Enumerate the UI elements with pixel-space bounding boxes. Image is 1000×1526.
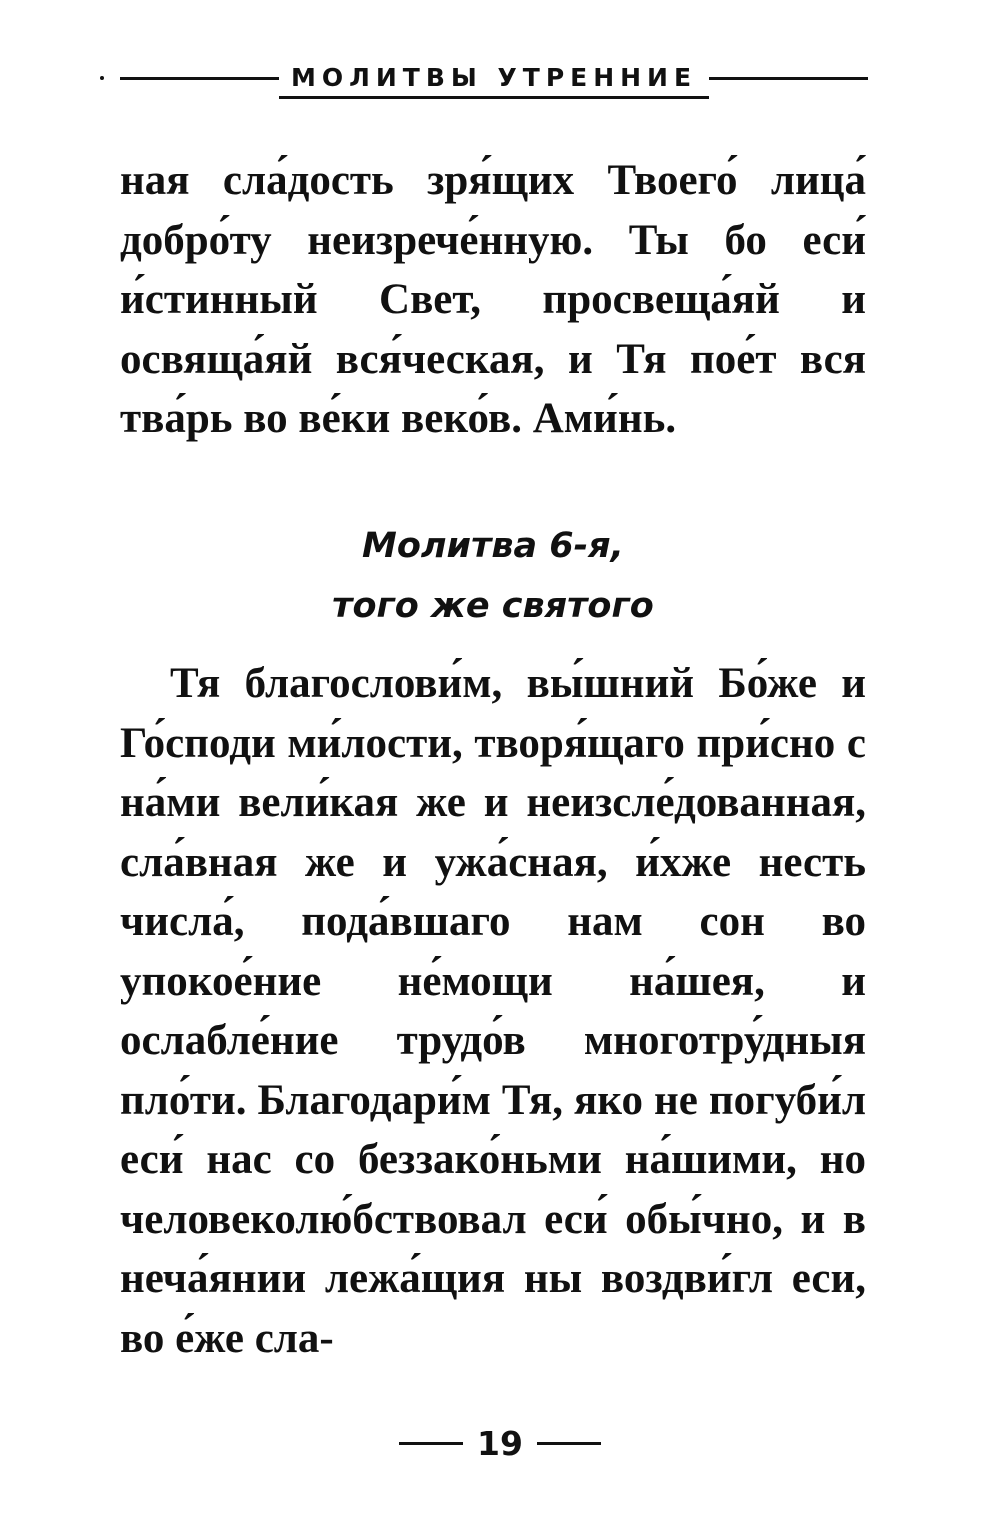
footer-rule-right xyxy=(537,1442,601,1445)
prayer-heading xyxy=(120,516,866,636)
page-number: 19 xyxy=(477,1424,523,1463)
prayer-paragraph: Тя благослови́м, вы́шний Бо́же и Го́споди ми́лости, творя́щаго при́сно с на́ми вели́кая же и неизсле́дованная, сла́вная же и ужа́сная, и́хже несть числа́, пода́вшаго нам сон во упокое́ние не́мощи на́шея, и ослабле́ние трудо́в многотру́дныя пло́ти. Благодари́м Тя, яко не погуби́л еси́ нас со беззако́ньми на́шими, но человеколю́бствовал еси́ обы́чно, и в неча́янии лежа́щия ны воздви́гл еси, во е́же сла- xyxy=(120,660,866,1362)
running-header-title: МОЛИТВЫ УТРЕННИЕ xyxy=(279,63,709,99)
header-rule-left xyxy=(120,77,279,80)
continuation-paragraph: ная сла́дость зря́щих Твоего́ лица́ добро́ту неизрече́нную. Ты бо еси́ и́стинный Свет, просвеща́яй и освяща́яй вся́ческая, и Тя пое́т вся тва́рь во ве́ки веко́в. Ами́нь. xyxy=(120,157,866,442)
prayer-heading-subtitle: того же святого xyxy=(332,586,654,626)
header-rule-right xyxy=(709,77,868,80)
page-speck xyxy=(100,76,104,80)
prayer-heading-title: Молитва 6-я, xyxy=(362,526,624,566)
page-footer xyxy=(0,1424,1000,1463)
running-header xyxy=(120,58,868,98)
footer-rule-left xyxy=(399,1442,463,1445)
